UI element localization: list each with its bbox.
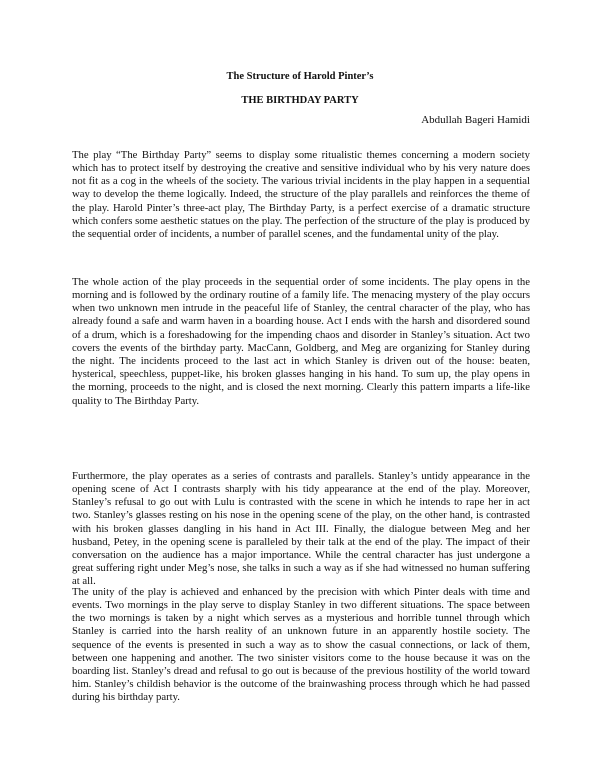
play-title: THE BIRTHDAY PARTY — [241, 95, 359, 106]
paragraph-unity: The unity of the play is achieved and enhanced by the precision with which Pinter deals with time and events. Two mornings in the play serve to display Stanley in two different situations. The space between the two mornings is taken by a night which serves as a mysterious and horrible tunnel through which Stanley is carried into the harsh reality of an unknown future in an apparently hostile society. The sequence of the events is presented in such a way as to show the casual connections, or lack of them, between one happening and another. The two sinister visitors come to the house because it was on the boarding list. Stanley’s dread and refusal to go out is because of the previous hostility of the world toward him. Stanley’s childish behavior is the outcome of the brainwashing process through which he had passed during his birthday party. — [72, 585, 530, 704]
paragraph-intro: The play “The Birthday Party” seems to display some ritualistic themes concerning a modern society which has to protect itself by destroying the creative and sensitive individual who by his very nature does not fit as a cog in the wheels of the society. The various trivial incidents in the play happen in a sequential way to develop the theme logically. Indeed, the structure of the play parallels and reinforces the theme of the play. Harold Pinter’s three-act play, The Birthday Party, is a perfect exercise of a dramatic structure which confers some aesthetic statues on the play. The perfection of the structure of the play is produced by the sequential order of incidents, a number of parallel scenes, and the fundamental unity of the play. — [72, 148, 530, 240]
paragraph-sequence: The whole action of the play proceeds in the sequential order of some incidents. The play opens in the morning and is followed by the ordinary routine of a family life. The menacing mystery of the play occurs when two unknown men intrude in the peaceful life of Stanley, the central character of the play, who has already found a safe and warm haven in a boarding house. Act I ends with the harsh and disordered sound of a drum, which is a foreshadowing for the impending chaos and disorder in Stanley’s situation. Act two covers the events of the birthday party. MacCann, Goldberg, and Meg are organizing for Stanley during the night. The incidents proceed to the last act in which Stanley is driven out of the house: beaten, hysterical, speechless, puppet-like, his broken glasses hanging in his hand. To sum up, the play opens in the morning, proceeds to the night, and is closed the next morning. Clearly this pattern imparts a life-like quality to The Birthday Party. — [72, 275, 530, 407]
author-name: Abdullah Bageri Hamidi — [421, 114, 530, 126]
document-title: The Structure of Harold Pinter’s — [226, 71, 374, 82]
paragraph-contrasts: Furthermore, the play operates as a series of contrasts and parallels. Stanley’s untidy appearance in the opening scene of Act I contrasts sharply with his tidy appearance at the end of the play. Moreover, Stanley’s refusal to go out with Lulu is contrasted with the scene in which he intends to rape her in act two. Stanley’s glasses resting on his nose in the opening scene of the play, on the other hand, is contrasted with his broken glasses dangling in his hand in Act III. Finally, the dialogue between Meg and her husband, Petey, in the opening scene is paralleled by their talk at the end of the play. The impact of their conversation on the audience has a major importance. While the central character has just undergone a great suffering right under Meg’s nose, she talks in such a way as if she had witnessed no human suffering at all. — [72, 469, 530, 588]
